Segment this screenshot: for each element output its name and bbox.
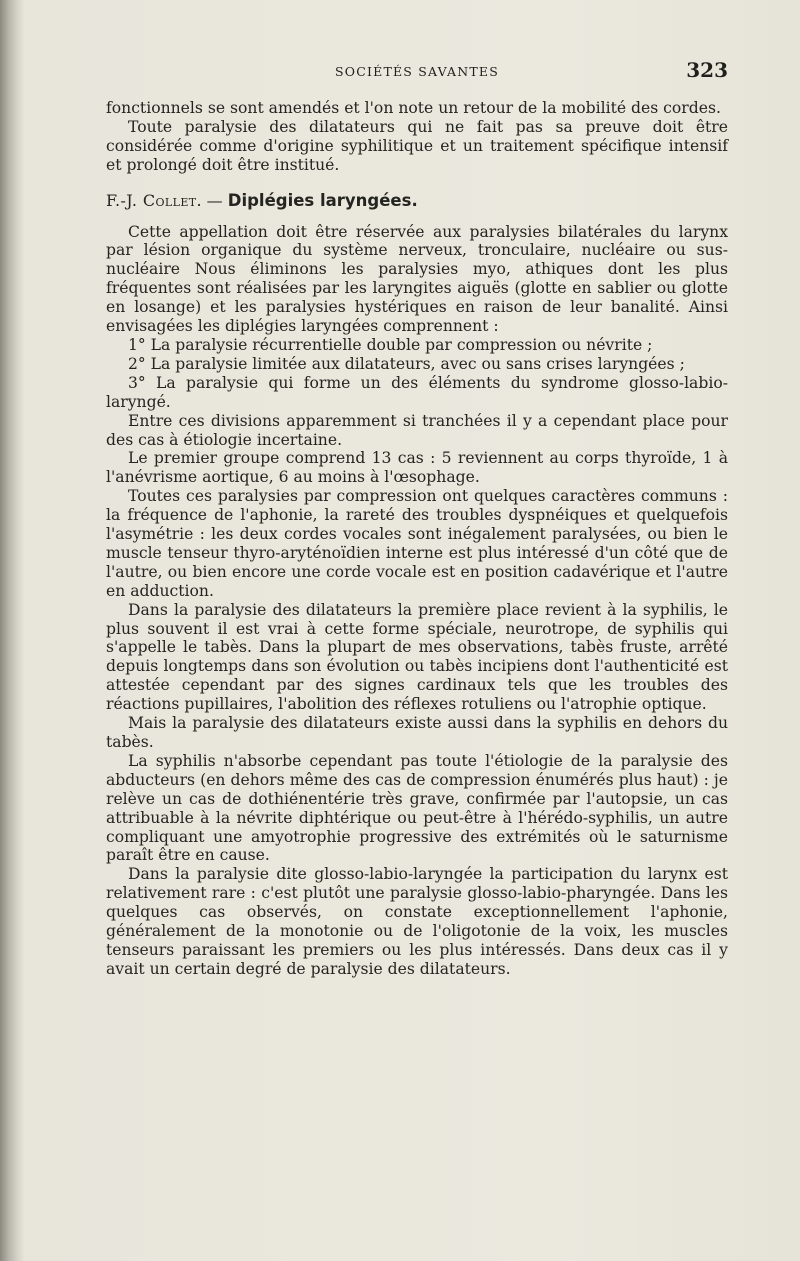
paragraph: Dans la paralysie des dilatateurs la première place revient à la syphilis, le plus souvent il est vrai à cette forme spéciale, neurotrope, de syphilis qui s'appelle le tabès. Dans la plupart de mes observations, tabès fruste, arrêté depuis longtemps dans son évolution ou tabès incipiens dont l'authenticité est attestée cependant par des signes cardinaux tels que les troubles des réactions pupillaires, l'abolition des réflexes rotuliens ou l'atrophie optique. (106, 600, 728, 714)
paragraph: Toute paralysie des dilatateurs qui ne fait pas sa preuve doit être considérée comme d'origine syphilitique et un traitement spécifique intensif et prolongé doit être institué. (106, 117, 728, 174)
paragraph: Mais la paralysie des dilatateurs existe aussi dans la syphilis en dehors du tabès. (106, 714, 728, 751)
paragraph: Dans la paralysie dite glosso-labio-laryngée la participation du larynx est relativement rare : c'est plutôt une paralysie glosso-labio-pharyngée. Dans les quelques cas observés, on constate exceptionnellement l'aphonie, généralement de la monotonie ou de l'oligotonie de la voix, les muscles tenseurs paraissant les premiers ou les plus intéressés. Dans deux cas il y avait un certain degré de paralysie des dilatateurs. (106, 865, 728, 978)
section-heading (106, 192, 728, 211)
paragraph: Cette appellation doit être réservée aux paralysies bilatérales du larynx par lésion organique du système nerveux, tronculaire, nucléaire ou sus-nucléaire Nous éliminons les paralysies myo, athiques dont les plus fréquentes sont réalisées par les laryngites aiguës (glotte en sablier ou glotte en losange) et les paralysies hystériques en raison de leur banalité. Ainsi envisagées les diplégies laryngées comprennent : (106, 222, 728, 336)
list-item: 1° La paralysie récurrentielle double par compression ou névrite ; (128, 335, 653, 354)
paragraph: fonctionnels se sont amendés et l'on note un retour de la mobilité des cordes. (106, 99, 721, 117)
running-title: SOCIÉTÉS SAVANTES (335, 64, 499, 79)
page-number: 323 (686, 58, 728, 82)
book-binding-shadow (0, 0, 24, 1261)
page-header (106, 58, 728, 86)
author-initials: F.-J. (106, 190, 143, 210)
heading-separator: . — (196, 190, 228, 210)
article-body (106, 99, 728, 979)
list-item: 3° La paralysie qui forme un des éléments du syndrome glosso-labio-laryngé. (106, 373, 728, 411)
paragraph: Le premier groupe comprend 13 cas : 5 reviennent au corps thyroïde, 1 à l'anévrisme aortique, 6 au moins à l'œsophage. (106, 449, 728, 487)
paragraph: Entre ces divisions apparemment si tranchées il y a cependant place pour des cas à étiologie incertaine. (106, 411, 728, 449)
author-surname: Collet (142, 190, 197, 210)
section-title: Diplégies laryngées. (227, 190, 418, 210)
list-item: 2° La paralysie limitée aux dilatateurs, avec ou sans crises laryngées ; (128, 354, 685, 373)
paragraph: Toutes ces paralysies par compression ont quelques caractères communs : la fréquence de l'aphonie, la rareté des troubles dyspnéiques et quelquefois l'asymétrie : les deux cordes vocales sont inégalement paralysées, ou bien le muscle tenseur thyro-aryténoïdien interne est plus intéressé d'un côté que de l'autre, ou bien encore une corde vocale est en position cadavérique et l'autre en adduction. (106, 487, 728, 600)
paragraph: La syphilis n'absorbe cependant pas toute l'étiologie de la paralysie des abducteurs (en dehors même des cas de compression énumérés plus haut) : je relève un cas de dothiénentérie très grave, confirmée par l'autopsie, un cas attribuable à la névrite diphtérique ou peut-être à l'hérédo-syphilis, un autre compliquant une amyotrophie progressive des extrémités où le saturnisme paraît être en cause. (106, 751, 728, 865)
